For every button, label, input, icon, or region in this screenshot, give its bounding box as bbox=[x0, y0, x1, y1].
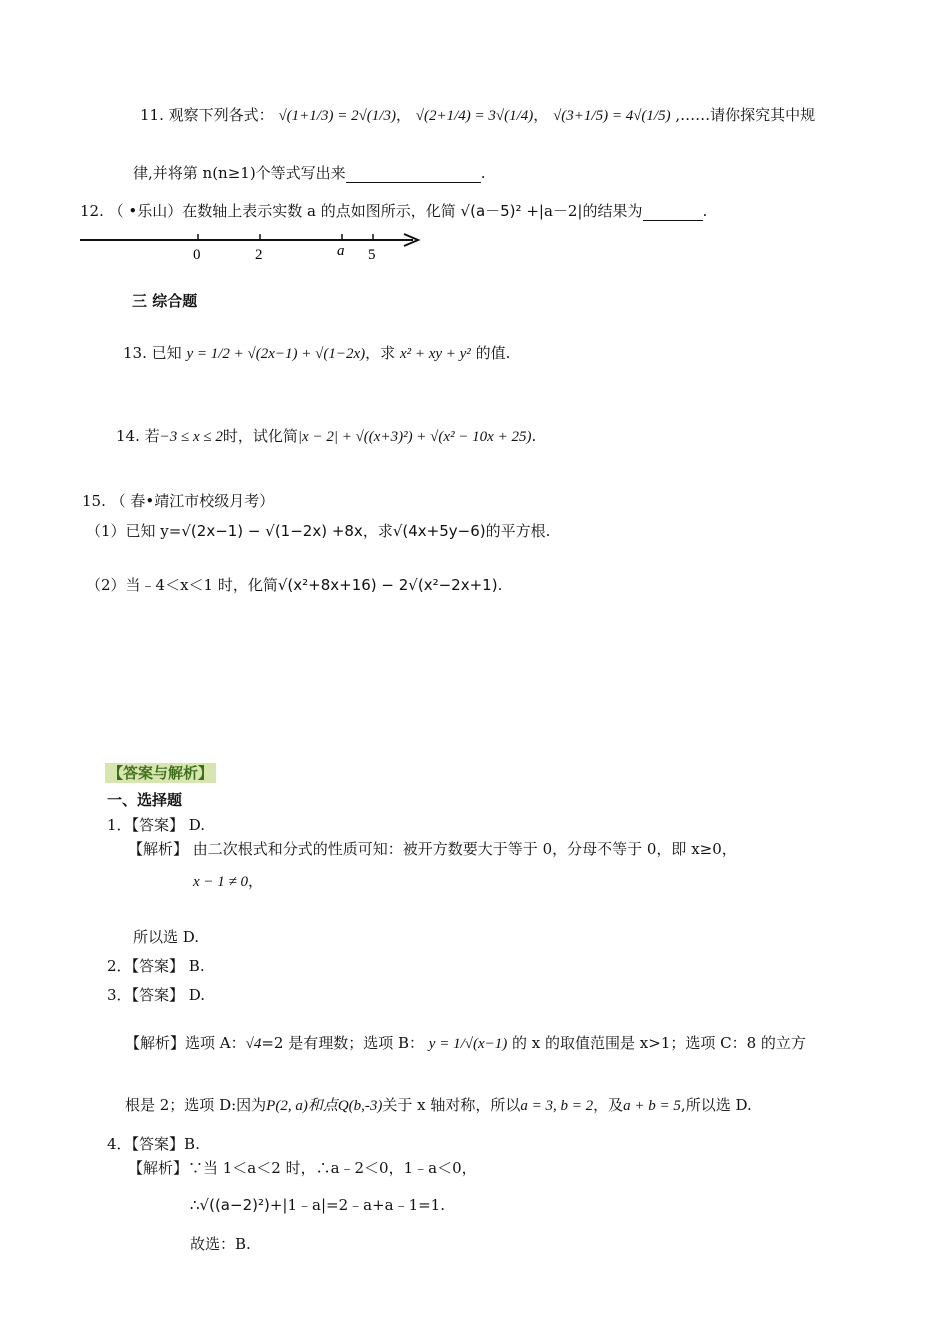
answer-4-conclusion: 故选：B. bbox=[190, 1235, 251, 1253]
q14-lead: 若 bbox=[144, 427, 160, 445]
q11-line2-end: . bbox=[480, 164, 486, 182]
answer-2: 2．【答案】 B. bbox=[107, 957, 205, 975]
q15-p1-expr: √(2x−1) − √(1−2x) +8x bbox=[181, 522, 363, 540]
q13-number: 13. bbox=[123, 344, 147, 362]
q12-end: . bbox=[702, 202, 708, 220]
answers-title bbox=[105, 762, 216, 783]
q13-given: y = 1/2 + √(2x−1) + √(1−2x) bbox=[186, 346, 366, 362]
q11-answer-blank[interactable] bbox=[346, 164, 481, 183]
answer-4-explanation: 【解析】∵当 1＜a＜2 时，∴a﹣2＜0，1﹣a＜0， bbox=[128, 1159, 477, 1177]
q12-number-line bbox=[78, 228, 428, 268]
axis-label-5: 5 bbox=[368, 247, 376, 263]
q12-number: 12. bbox=[80, 202, 104, 220]
answer-1-exp-text: 由二次根式和分式的性质可知：被开方数要大于等于 0，分母不等于 0，即 x≥0， bbox=[192, 840, 737, 858]
answers-section-1: 一、选择题 bbox=[107, 791, 183, 809]
answer-1: 1．【答案】 D. bbox=[107, 816, 206, 834]
q14-line bbox=[116, 425, 536, 446]
answer-3-points: P(2, a)和点Q(b,-3) bbox=[266, 1098, 383, 1114]
q12-answer-blank[interactable] bbox=[643, 202, 703, 221]
q11-line2 bbox=[133, 162, 485, 183]
answer-1-expr-line bbox=[193, 870, 263, 891]
q15-p1-mid: ，求 bbox=[362, 522, 393, 540]
q13-target: x² + xy + y² bbox=[399, 346, 471, 362]
answer-3-line2-b: 关于 x 轴对称，所以 bbox=[382, 1096, 521, 1114]
axis-label-0: 0 bbox=[193, 247, 201, 263]
q11-eq3: √(3+1/5) = 4√(1/5) bbox=[553, 108, 671, 124]
answer-3-sqrt4: √4 bbox=[245, 1036, 262, 1052]
answer-3-line2-c: ，及 bbox=[593, 1096, 624, 1114]
q11-line2-text: 律,并将第 n(n≥1)个等式写出来 bbox=[133, 164, 346, 182]
answer-4-expr: √((a−2)²) bbox=[199, 1196, 270, 1214]
q15-part1 bbox=[86, 520, 550, 541]
q15-part2 bbox=[86, 574, 502, 595]
answer-3-exp-c: 的 x 的取值范围是 x>1；选项 C：8 的立方 bbox=[512, 1034, 806, 1052]
answer-3-ab: a = 3, b = 2 bbox=[520, 1098, 594, 1114]
answer-3-exp-b: =2 是有理数；选项 B： bbox=[261, 1034, 425, 1052]
q14-end: . bbox=[531, 427, 537, 445]
answer-4-derivation bbox=[190, 1194, 445, 1215]
q15-p1-end: 的平方根. bbox=[485, 522, 551, 540]
answer-3-expr-b: y = 1/√(x−1) bbox=[428, 1036, 508, 1052]
q11-lead: 观察下列各式： bbox=[168, 106, 274, 124]
q12-line bbox=[80, 200, 707, 221]
answer-1-conclusion: 所以选 D. bbox=[133, 928, 200, 946]
q14-number: 14. bbox=[116, 427, 140, 445]
q14-mid: 时，试化简 bbox=[222, 427, 298, 445]
q15-p2-expr: √(x²+8x+16) − 2√(x²−2x+1) bbox=[277, 576, 498, 594]
answer-3-line2-a: 根是 2；选项 D:因为 bbox=[125, 1096, 267, 1114]
q15-p1-lead: （1）已知 y= bbox=[86, 522, 182, 540]
answer-3-explanation-line2 bbox=[125, 1094, 752, 1115]
section-3-title: 三 综合题 bbox=[132, 292, 198, 310]
answer-4-rest: +|1﹣a|=2﹣a+a﹣1=1. bbox=[269, 1196, 445, 1214]
q11-eq1: √(1+1/3) = 2√(1/3) bbox=[278, 108, 396, 124]
axis-label-2: 2 bbox=[255, 247, 263, 263]
q13-end: 的值. bbox=[475, 344, 511, 362]
q11-number: 11. bbox=[140, 106, 164, 124]
answer-3-explanation-line1 bbox=[125, 1032, 806, 1053]
q13-mid: ，求 bbox=[365, 344, 396, 362]
answer-4: 4．【答案】B. bbox=[107, 1135, 200, 1153]
answer-3-sum: a + b = 5 bbox=[623, 1098, 681, 1114]
answer-4-therefore: ∴ bbox=[190, 1196, 200, 1214]
q11-eq2: √(2+1/4) = 3√(1/4) bbox=[415, 108, 534, 124]
answers-title-badge: 【答案与解析】 bbox=[105, 763, 216, 783]
axis-label-a: a bbox=[337, 243, 345, 259]
answer-1-comma: ， bbox=[248, 872, 264, 890]
q15-header: 15. （ 春•靖江市校级月考） bbox=[82, 492, 275, 510]
q11-line1: 11. 观察下列各式： √(1+1/3) = 2√(1/3)， √(2+1/4) = 3√(1/4)， √(3+1/5) = 4√(1/5) ,……请你探究其中规 bbox=[140, 106, 816, 124]
answer-3-exp-a: 【解析】选项 A： bbox=[125, 1034, 246, 1052]
q13-line bbox=[123, 342, 510, 363]
q12-text-b: +|a－2|的结果为 bbox=[526, 202, 643, 220]
answer-3-line2-d: ,所以选 D. bbox=[680, 1096, 752, 1114]
q12-expr: √(a－5)² bbox=[460, 202, 522, 220]
q12-text-a: （ •乐山）在数轴上表示实数 a 的点如图所示，化简 bbox=[108, 202, 456, 220]
q14-condition: −3 ≤ x ≤ 2 bbox=[159, 429, 223, 445]
q15-p1-target: √(4x+5y−6) bbox=[392, 522, 486, 540]
answer-3: 3．【答案】 D. bbox=[107, 986, 206, 1004]
answer-1-explanation bbox=[128, 838, 737, 859]
q15-p2-end: . bbox=[497, 576, 503, 594]
answer-1-exp-label: 【解析】 bbox=[128, 840, 189, 858]
answer-1-expr: x − 1 ≠ 0 bbox=[193, 874, 249, 890]
q13-lead: 已知 bbox=[151, 344, 182, 362]
q11-tail: ,……请你探究其中规 bbox=[675, 106, 816, 124]
q15-p2-lead: （2）当﹣4＜x＜1 时，化简 bbox=[86, 576, 278, 594]
q14-expr: |x − 2| + √((x+3)²) + √(x² − 10x + 25) bbox=[297, 429, 532, 445]
